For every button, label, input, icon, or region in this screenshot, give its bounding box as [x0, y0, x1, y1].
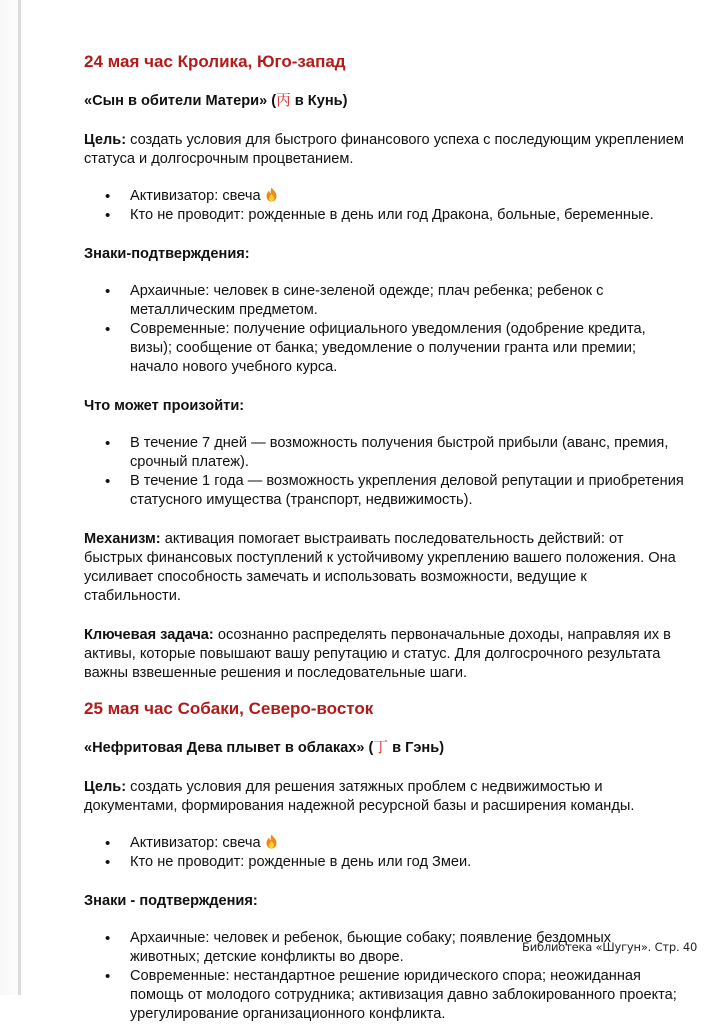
- stem-glyph: 丁: [373, 740, 389, 756]
- section-may-25: [84, 697, 684, 1024]
- section-may-24: [84, 50, 684, 683]
- list-item: • В течение 7 дней — возможность получения быстрой прибыли (аванс, премия, срочный платеж).: [130, 434, 684, 472]
- page-margin: [0, 0, 18, 995]
- goal-label: Цель:: [84, 132, 127, 148]
- outcomes-list: [84, 434, 684, 510]
- key-task-label: Ключевая задача:: [84, 627, 214, 643]
- stem-glyph: 丙: [276, 93, 291, 109]
- mechanism-label: Механизм:: [84, 531, 161, 547]
- list-item: • Современные: получение официального уведомления (одобрение кредита, визы); сообщение от банка; уведомление о получении гранта или премии; начало нового учебного курса.: [130, 320, 684, 377]
- key-task-text: осознанно распределять первоначальные доходы, направляя их в активы, которые повышают вашу репутацию и статус. Для долгосрочного результата важны взвешенные решения и последовательные шаги.: [84, 627, 671, 681]
- fire-icon: [265, 187, 278, 202]
- list-item: • Архаичные: человек в сине-зеленой одежде; плач ребенка; ребенок с металлическим предметом.: [130, 282, 684, 320]
- activator-text: Активизатор: свеча: [130, 188, 261, 204]
- outcomes-heading: Что может произойти:: [84, 398, 245, 414]
- list-item: • Современные: нестандартное решение юридического спора; неожиданная помощь от молодого сотрудника; активизация давно заблокированного проекта; урегулирование организационного конфликта.: [130, 967, 684, 1024]
- list-item-activator: [130, 187, 684, 206]
- page-edge-divider: [18, 0, 21, 995]
- ritual-name-text: «Сын в обители Матери» (: [84, 93, 277, 109]
- mechanism-text: активация помогает выстраивать последовательность действий: от быстрых финансовых поступлений к устойчивому укреплению вашего положения. Она усиливает способность замечать и использовать возможности, ведущие к стабильности.: [84, 531, 676, 604]
- activator-text: Активизатор: свеча: [130, 835, 261, 851]
- document-body: [84, 50, 684, 1024]
- mechanism-paragraph: [84, 530, 684, 606]
- ritual-name: [84, 739, 684, 758]
- list-item-restrictions: • Кто не проводит: рожденные в день или год Змеи.: [130, 853, 684, 872]
- goal-text: создать условия для быстрого финансового успеха с последующим укреплением статуса и долгосрочным процветанием.: [84, 132, 684, 167]
- key-task-paragraph: [84, 626, 684, 683]
- ritual-palace-text: в Кунь): [290, 93, 348, 109]
- fire-icon: [265, 834, 278, 849]
- ritual-name-text: «Нефритовая Дева плывет в облаках» (: [84, 740, 374, 756]
- list-item-activator: [130, 834, 684, 853]
- ritual-details-list: [84, 187, 684, 225]
- goal-paragraph: [84, 778, 684, 816]
- signs-heading: Знаки-подтверждения:: [84, 246, 250, 262]
- goal-label: Цель:: [84, 779, 127, 795]
- list-item: • Архаичные: человек и ребенок, бьющие собаку; появление бездомных животных; детские конфликты во дворе.: [130, 929, 684, 967]
- ritual-palace-text: в Гэнь): [388, 740, 445, 756]
- ritual-details-list: [84, 834, 684, 872]
- list-item-restrictions: • Кто не проводит: рожденные в день или год Дракона, больные, беременные.: [130, 206, 684, 225]
- goal-paragraph: [84, 131, 684, 169]
- signs-list: [84, 282, 684, 377]
- list-item: • В течение 1 года — возможность укрепления деловой репутации и приобретения статусного имущества (транспорт, недвижимость).: [130, 472, 684, 510]
- goal-text: создать условия для решения затяжных проблем с недвижимостью и документами, формирования надежной ресурсной базы и расширения команды.: [84, 779, 635, 814]
- section-title: 25 мая час Собаки, Северо-восток: [84, 699, 374, 718]
- signs-heading: Знаки - подтверждения:: [84, 893, 258, 909]
- ritual-name: [84, 92, 684, 111]
- section-title: 24 мая час Кролика, Юго-запад: [84, 52, 346, 71]
- page-footer: Библиотека «Шугун». Стр. 40: [522, 940, 698, 954]
